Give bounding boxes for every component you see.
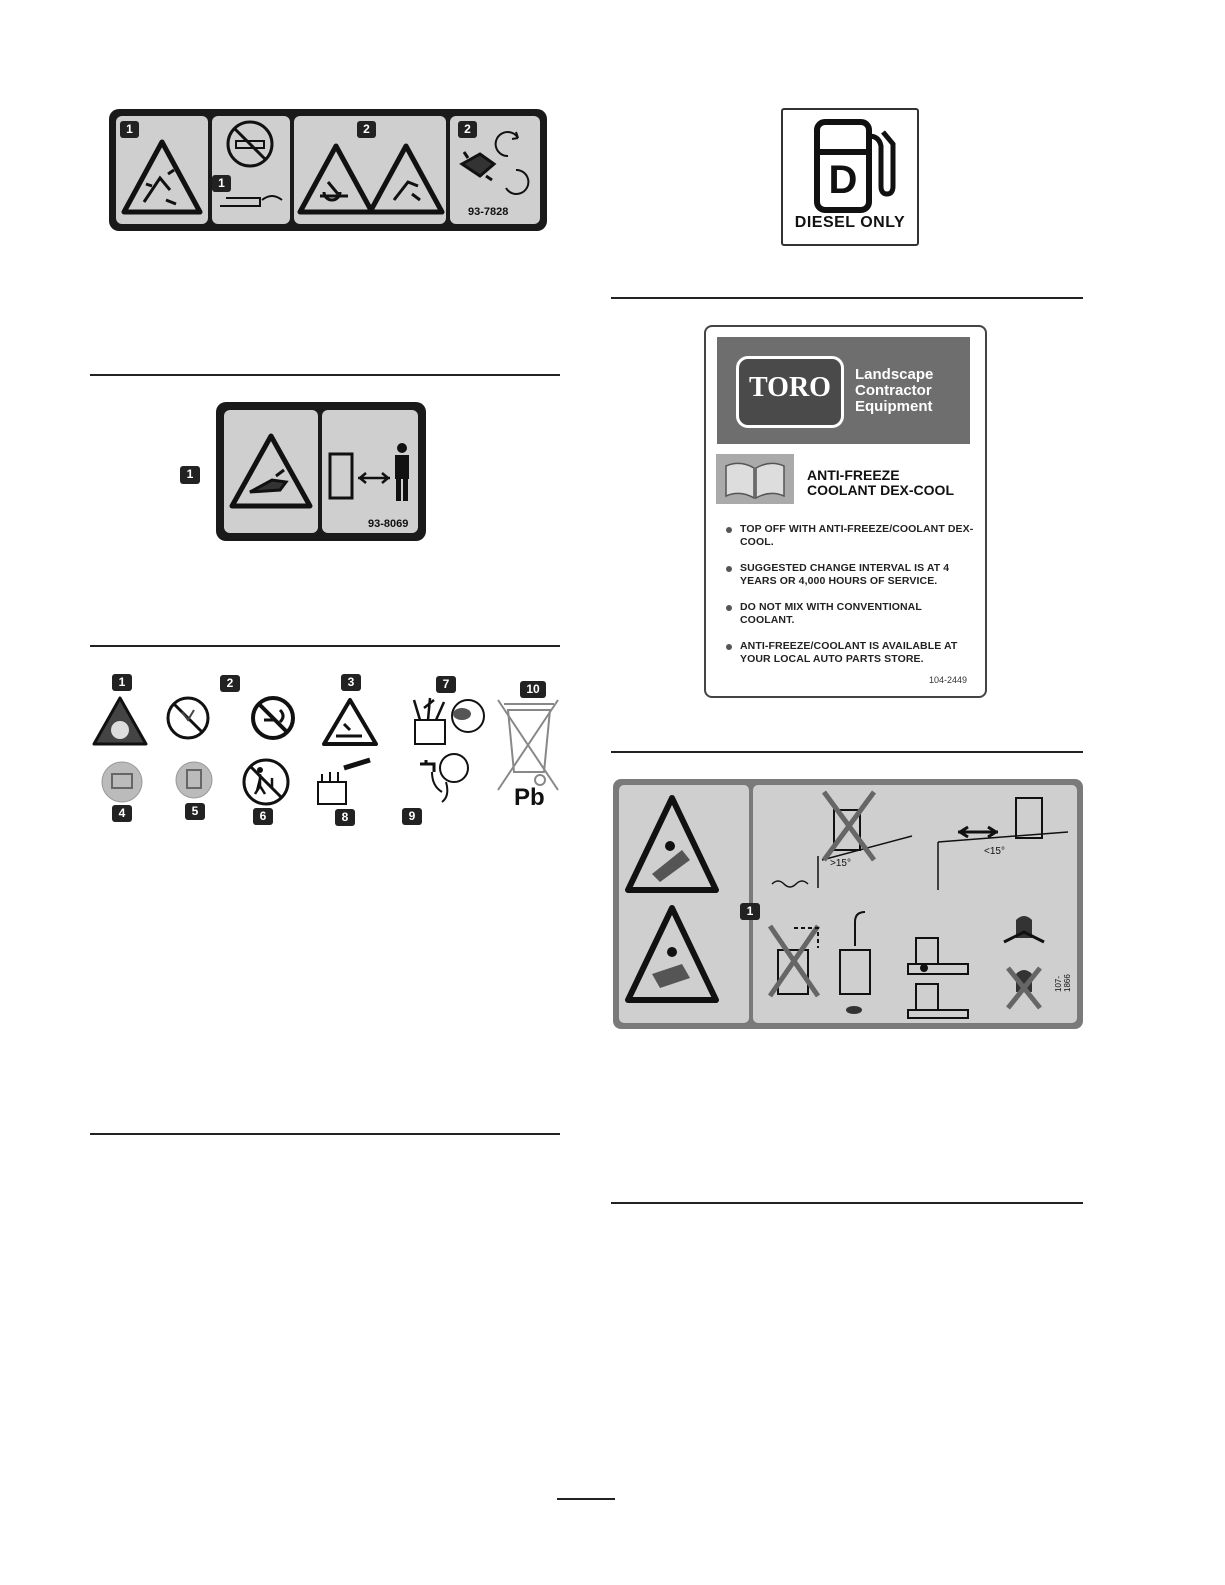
callout-10: 10	[526, 682, 540, 696]
callout-1: 1	[218, 176, 225, 190]
callout-9: 9	[408, 809, 416, 823]
battery-symbols	[90, 672, 560, 832]
part-number: 93-8069	[368, 518, 409, 530]
acid-burn-icon	[318, 760, 370, 804]
explosion-hazard-icon	[94, 698, 146, 744]
callout-5: 5	[191, 804, 199, 818]
coolant-title-2: COOLANT DEX-COOL	[807, 482, 954, 498]
page-number-rule	[557, 1498, 615, 1500]
crossed-bin-icon	[498, 700, 558, 790]
corrosive-hazard-icon	[324, 700, 376, 744]
callout-1: 1	[746, 904, 754, 918]
callout-1: 1	[126, 122, 133, 136]
slope-under-label: <15°	[984, 846, 1005, 857]
no-sparks-icon	[168, 698, 208, 738]
part-number: 104-2449	[929, 675, 968, 685]
slope-over-label: >15°	[830, 858, 851, 869]
part-number: 93-7828	[468, 206, 509, 218]
divider	[611, 297, 1083, 299]
read-manual-icon	[102, 762, 142, 802]
manual-book-icon	[716, 454, 794, 504]
divider	[90, 374, 560, 376]
keep-children-away-icon	[244, 760, 288, 804]
battery-symbols-graphic	[90, 672, 560, 832]
callout-8: 8	[341, 810, 349, 824]
coolant-instructions	[736, 523, 976, 679]
callout-6: 6	[259, 809, 267, 823]
list-item: ANTI-FREEZE/COOLANT IS AVAILABLE AT YOUR LOCAL AUTO PARTS STORE.	[736, 640, 976, 666]
protective-gear-icon	[176, 762, 212, 798]
callout-1: 1	[118, 675, 126, 689]
eye-protection-icon	[414, 698, 484, 744]
rollover-decal	[612, 778, 1084, 1030]
callout-3: 3	[347, 675, 355, 689]
brand-line-3: Equipment	[855, 398, 933, 415]
list-item: SUGGESTED CHANGE INTERVAL IS AT 4 YEARS OR 4,000 HOURS OF SERVICE.	[736, 562, 976, 588]
list-item: DO NOT MIX WITH CONVENTIONAL COOLANT.	[736, 601, 976, 627]
divider	[611, 751, 1083, 753]
divider	[611, 1202, 1083, 1204]
brand-line-2: Contractor	[855, 382, 932, 399]
decal-93-7828	[108, 108, 548, 232]
list-item: TOP OFF WITH ANTI-FREEZE/COOLANT DEX-COOL.	[736, 523, 976, 549]
decal-93-8069	[178, 400, 428, 543]
book-icon	[716, 454, 794, 504]
divider	[90, 645, 560, 647]
divider	[90, 1133, 560, 1135]
diesel-only-decal	[781, 108, 919, 246]
rollover-decal-graphic	[612, 778, 1084, 1030]
callout-2: 2	[464, 122, 471, 136]
brand-line-1: Landscape	[855, 366, 934, 383]
diesel-label: DIESEL ONLY	[794, 214, 906, 231]
no-flames-icon	[253, 698, 293, 738]
coolant-title-1: ANTI-FREEZE	[807, 467, 900, 483]
toro-logo: TORO	[749, 372, 831, 403]
flush-eyes-icon	[420, 754, 468, 802]
callout-4: 4	[118, 806, 126, 820]
part-number: 107-1866	[1054, 974, 1072, 992]
callout-2: 2	[226, 676, 234, 690]
callout-1: 1	[186, 467, 194, 481]
pump-letter: D	[828, 158, 858, 202]
callout-2: 2	[363, 122, 370, 136]
callout-7: 7	[442, 677, 450, 691]
lead-symbol: Pb	[514, 784, 545, 811]
